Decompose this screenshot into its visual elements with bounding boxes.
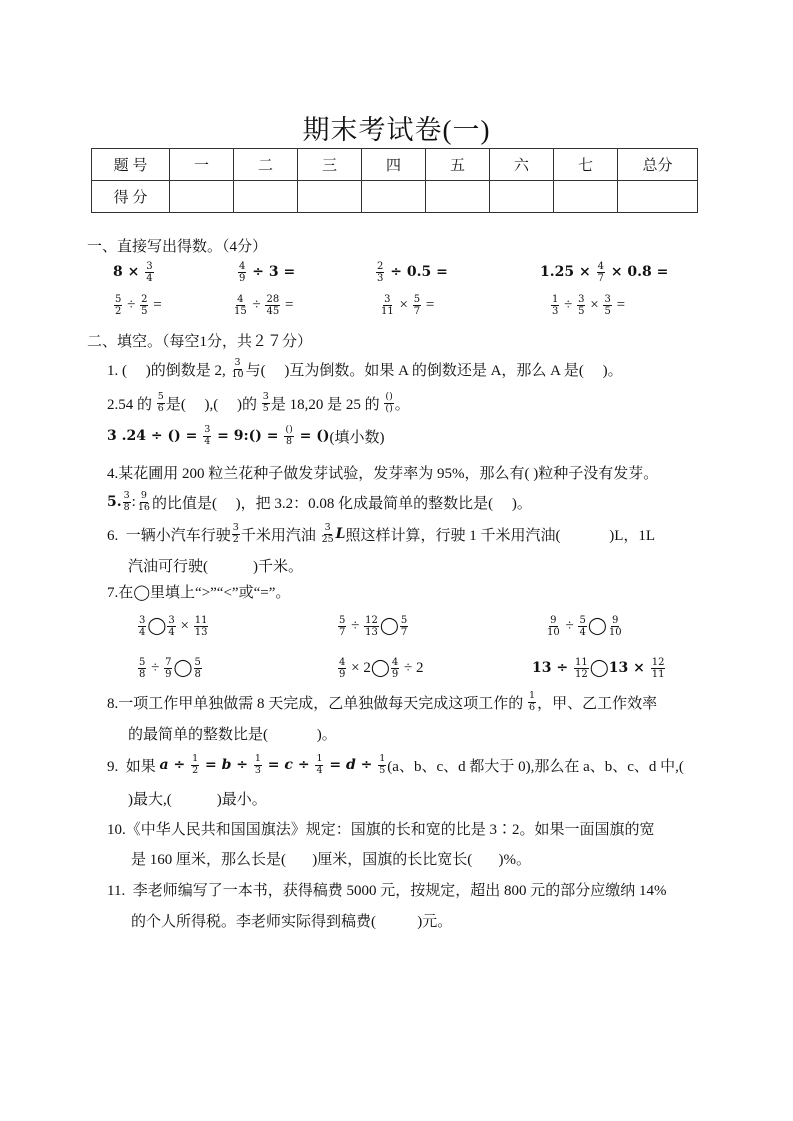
compare-circle: ◯ [147,616,167,636]
comparison-2 [337,613,409,639]
math-text: ÷ [292,757,315,773]
fraction [551,294,559,317]
fraction-denominator: 6 [529,701,536,713]
expression-1 [113,259,155,285]
fraction-numerator: 5 [157,391,164,402]
fraction [608,615,623,638]
fraction-numerator: 3 [204,424,211,435]
math-text: = [324,757,346,773]
fraction-denominator: 5 [604,305,611,317]
fraction-numerator: 1 [254,753,261,764]
fraction-numerator: 3 [146,260,153,272]
fraction-numerator: 5 [400,614,408,626]
fraction-numerator: 3 [324,522,331,533]
fraction-denominator: 9 [339,668,346,680]
compare-circle: ◯ [370,658,390,678]
fraction-denominator: 7 [413,305,421,317]
fraction-denominator: 16 [137,501,150,513]
fraction [574,657,589,680]
fraction-denominator: 2 [115,305,122,317]
fraction-numerator: 2 [141,293,148,305]
fraction [376,261,384,284]
text-run: 8.一项工作甲单独做需 8 天完成，乙单独做每天完成这项工作的 [107,695,528,712]
fraction-denominator: 4 [579,626,586,638]
fraction-denominator: 12 [574,668,588,680]
text-run: 与( )互为倒数。如果 A 的倒数还是 A，那么 A 是( )。 [245,362,623,379]
compare-circle: ◯ [587,616,607,636]
fraction [233,294,248,317]
math-text: ÷ [168,757,191,773]
fraction-numerator: 3 [604,293,611,305]
text-run: ÷ [248,296,265,313]
fraction [578,615,586,638]
question-6-line-1 [107,521,655,547]
fraction-denominator: 13 [365,626,378,638]
text-run: 的比值是( )，把 3.2：0.08 化成最简单的整数比是( )。 [151,495,532,512]
fraction-numerator: 3 [123,490,130,501]
question-3 [107,423,385,449]
text-run: = [149,296,162,313]
text-run: 4.某花圃用 200 粒兰花种子做发芽试验，发芽率为 95%，那么有( )粒种子没有发芽。 [107,465,659,482]
text-run: = [612,296,626,313]
fraction [167,615,175,638]
text-run: × [395,296,412,313]
math-variable: b [221,757,232,773]
score-table-header-cell: 四 [362,149,426,181]
fraction [194,657,202,680]
question-8-line-1 [107,689,657,715]
fraction-denominator: 5 [141,305,148,317]
text-run: 千米用汽油 [240,527,320,544]
fraction [546,615,561,638]
fraction-numerator: 3 [168,614,175,626]
score-table-header-cell: 二 [234,149,298,181]
fraction-denominator: 11 [381,305,394,317]
fraction [400,615,408,638]
expression-3 [375,259,448,285]
comparison-4 [137,655,203,681]
fraction-numerator: 9 [612,614,619,626]
score-cell [170,181,234,213]
fraction-denominator: 25 [321,533,334,545]
fraction-denominator: 4 [316,764,323,776]
section-1-heading: 一、直接写出得数。（4分） [87,238,268,255]
score-table [91,148,698,213]
fraction-numerator: 5 [139,656,146,668]
text-run: (填小数) [329,429,385,446]
fraction-denominator: 8 [123,501,130,513]
fraction [145,261,153,284]
text-run: ÷ [347,617,364,634]
fraction-denominator: 10 [547,626,560,638]
text-run: 的最简单的整数比是( )。 [128,726,337,743]
text-run: 是( ),( )的 [165,396,261,413]
text-run: 。 [394,396,410,413]
text-run: × 2 [347,659,371,676]
fraction-denominator: 9 [239,272,246,284]
fraction [231,358,245,380]
fraction-denominator: 3 [377,272,384,284]
math-variable: a [159,757,169,773]
fraction-numerator: 12 [651,656,665,668]
score-cell [234,181,298,213]
question-4 [107,459,658,485]
fraction [577,294,585,317]
math-variable: c [284,757,293,773]
fraction-numerator: 1 [192,753,199,764]
score-cell [618,181,698,213]
fraction [338,657,346,680]
math-text: ÷ 3 = [247,264,296,280]
score-table-header-row [92,149,698,181]
math-text: 13 × [608,660,650,676]
fraction-numerator: 3 [234,357,241,368]
fraction-denominator: () [385,402,393,414]
fraction [123,491,131,513]
question-11-line-2 [131,907,452,933]
fraction-denominator: 4 [139,626,146,638]
fraction-denominator: 4 [204,435,211,447]
score-cell [362,181,426,213]
question-9-line-1 [107,752,684,778]
comparison-3 [545,613,624,639]
expression-5 [113,292,162,318]
fraction-denominator: 10 [608,626,622,638]
fraction [254,754,262,776]
text-run: ÷ [147,659,164,676]
text-run: ，甲、乙工作效率 [537,695,658,712]
fraction-denominator: 7 [339,626,346,638]
fraction [203,425,211,447]
fraction-numerator: 5 [339,614,346,626]
fraction-numerator: 3 [578,293,585,305]
fraction [384,392,393,414]
fraction [364,615,379,638]
fraction-numerator: 5 [579,614,586,626]
text-run: 7.在◯里填上“>”“<”或“=”。 [107,584,291,601]
fraction-numerator: 3 [139,614,146,626]
math-text: 3 .24 ÷ () = [107,428,203,444]
text-run: 照这样计算，行驶 1 千米用汽油( )L，1L [345,527,656,544]
fraction [597,261,605,284]
math-text: = [262,757,285,773]
fraction [321,523,335,545]
fraction-denominator: 7 [597,272,604,284]
fraction-denominator: 9 [165,668,172,680]
fraction [528,691,536,713]
question-9-line-2 [128,785,267,811]
fraction-numerator: 12 [365,614,378,626]
score-table-header-cell: 七 [554,149,618,181]
text-run: )最大,( )最小。 [128,791,267,808]
text-run: ÷ [560,296,577,313]
fraction [157,392,165,414]
fraction-denominator: 4 [168,626,175,638]
fraction-numerator: () [285,424,293,435]
compare-circle: ◯ [173,658,193,678]
score-table-header-cell: 五 [426,149,490,181]
score-table-label-cell: 得 分 [92,181,170,213]
score-table-header-cell: 一 [170,149,234,181]
page-title: 期末考试卷(一) [302,115,491,145]
question-11-line-1 [107,876,666,902]
fraction-denominator: 9 [391,668,399,680]
fraction [238,261,246,284]
fraction-denominator: 5 [262,402,269,414]
fraction-denominator: 8 [139,668,146,680]
fraction-denominator: 45 [266,305,280,317]
compare-circle: ◯ [589,658,609,678]
text-run: = [281,296,294,313]
fraction-denominator: 15 [234,305,247,317]
math-text: 13 ÷ [532,660,573,676]
text-run: ÷ [123,296,140,313]
compare-circle: ◯ [379,616,399,636]
fraction-numerator: 5 [115,293,122,305]
fraction-denominator: 4 [146,272,153,284]
fraction-numerator: 11 [194,614,208,626]
score-cell [298,181,362,213]
fraction [191,754,199,776]
fraction-denominator: 7 [400,626,408,638]
math-text: ÷ [231,757,253,773]
fraction-denominator: 6 [157,402,164,414]
fraction [378,754,386,776]
text-run: × [586,296,603,313]
fraction [315,754,323,776]
fraction-numerator: 4 [237,293,244,305]
fraction-denominator: 5 [379,764,386,776]
section-2-heading: 二、填空。（每空1分，共２７分） [87,333,313,350]
math-text: 1.25 × [540,264,596,280]
fraction-numerator: 5 [194,656,201,668]
text-run: 是 160 厘米，那么长是( )厘米，国旗的长比宽长( )%。 [131,851,531,868]
fraction [391,657,399,680]
fraction [138,615,146,638]
fraction-numerator: 11 [574,656,588,668]
text-run: ÷ [561,617,578,634]
text-run: 10.《中华人民共和国国旗法》规定：国旗的长和宽的比是 3∶2。如果一面国旗的宽 [107,821,655,838]
fraction-numerator: 1 [316,753,323,764]
math-variable: d [345,757,356,773]
fraction-numerator: 7 [165,656,172,668]
fraction-denominator: 8 [194,668,201,680]
fraction [140,294,148,317]
fraction [232,523,240,545]
text-run: × [176,617,193,634]
fraction-numerator: 3 [262,391,269,402]
fraction-denominator: 10 [231,368,244,380]
math-text: = 9:() = [212,428,284,444]
fraction [137,491,151,513]
expression-7 [379,292,434,318]
fraction [380,294,395,317]
fraction [603,294,611,317]
text-run: = [422,296,435,313]
fraction-numerator: 1 [552,293,559,305]
fraction-numerator: 2 [377,260,384,272]
fraction-numerator: 4 [239,260,246,272]
score-table-header-cell: 三 [298,149,362,181]
fraction-denominator: 2 [192,764,199,776]
expression-2 [237,259,295,285]
score-cell [554,181,618,213]
fraction [114,294,122,317]
fraction-numerator: 9 [140,490,147,501]
fraction-numerator: 1 [529,690,536,701]
text-run: : [131,493,136,510]
question-5 [107,489,532,515]
fraction-denominator: 8 [286,435,293,447]
fraction-numerator: () [385,391,393,402]
math-text: × 0.8 = [605,264,669,280]
question-1 [107,356,623,382]
text-run: 是 18,20 是 25 的 [270,396,384,413]
question-6-line-2 [128,552,303,578]
fraction-numerator: 9 [550,614,557,626]
math-text: 8 × [113,264,145,280]
math-text: ÷ [355,757,378,773]
score-cell [490,181,554,213]
fraction [194,615,209,638]
text-run: 11. 李老师编写了一本书，获得稿费 5000 元，按规定，超出 800 元的部分应缴纳 14% [107,882,667,899]
math-text: ÷ 0.5 = [385,264,448,280]
fraction-numerator: 5 [413,293,421,305]
fraction-denominator: 3 [552,305,559,317]
text-run: ÷ 2 [400,659,424,676]
score-cell [426,181,490,213]
fraction-denominator: 5 [578,305,585,317]
fraction-numerator: 1 [379,753,386,764]
fraction [262,392,270,414]
math-variable: L [335,526,346,542]
expression-4 [540,259,668,285]
score-table-label-cell: 题 号 [92,149,170,181]
score-table-header-cell: 六 [490,149,554,181]
math-text: 5. [107,494,122,510]
fraction-denominator: 13 [194,626,208,638]
fraction [265,294,280,317]
comparison-5 [337,655,423,681]
fraction-numerator: 4 [597,260,604,272]
score-table-header-cell: 总分 [618,149,698,181]
question-10-line-1 [107,815,655,841]
question-7-instruction [107,578,290,604]
fraction [338,615,346,638]
text-run: 9. 如果 [107,758,160,775]
text-run: 的个人所得税。李老师实际得到稿费( )元。 [131,913,453,930]
math-text: = () [294,428,330,444]
fraction-numerator: 3 [384,293,391,305]
fraction-numerator: 3 [232,522,239,533]
text-run: 2.54 的 [107,396,156,413]
text-run: 1. ( )的倒数是 2, [107,362,230,379]
text-run: 6. 一辆小汽车行驶 [107,527,231,544]
text-run: (a、b、c、d 都大于 0),那么在 a、b、c、d 中,( [387,758,684,775]
fraction [413,294,421,317]
fraction-denominator: 3 [254,764,261,776]
expression-6 [232,292,293,318]
math-text: = [200,757,222,773]
fraction [164,657,172,680]
question-2 [107,390,410,416]
question-8-line-2 [128,720,337,746]
fraction-denominator: 2 [232,533,239,545]
expression-8 [550,292,625,318]
fraction [284,425,293,447]
fraction-numerator: 28 [266,293,280,305]
comparison-1 [137,613,209,639]
text-run: 汽油可行驶( )千米。 [128,558,303,575]
fraction-numerator: 4 [339,656,346,668]
fraction-denominator: 11 [651,668,665,680]
comparison-6 [532,655,666,681]
question-10-line-2 [131,845,531,871]
score-table-score-row [92,181,698,213]
fraction [138,657,146,680]
fraction-numerator: 4 [391,656,399,668]
fraction [651,657,666,680]
